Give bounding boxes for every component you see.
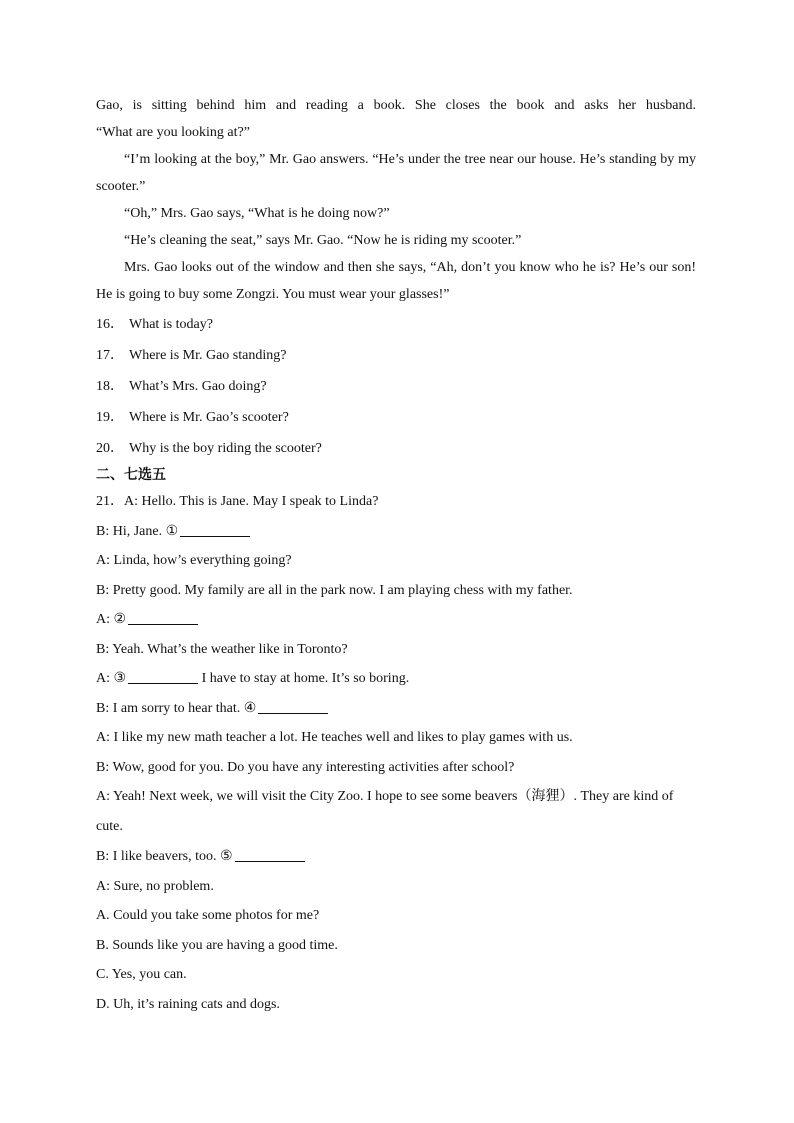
dialogue-line: B: Pretty good. My family are all in the park now. I am playing chess with my father. — [96, 582, 573, 598]
passage-paragraph: “I’m looking at the boy,” Mr. Gao answers. “He’s under the tree near our house. He’s standing by my scooter.” — [96, 152, 696, 194]
question-text: Why is the boy riding the scooter? — [129, 441, 322, 456]
question-item — [96, 309, 696, 340]
dialogue-line: A: Sure, no problem. — [96, 878, 214, 894]
question-number: 19． — [96, 410, 124, 425]
question-item — [96, 433, 696, 464]
question-text: What’s Mrs. Gao doing? — [129, 379, 267, 394]
question-item — [96, 340, 696, 371]
dialogue-line — [96, 605, 696, 635]
section-heading: 二、七选五 — [96, 467, 166, 483]
dialogue-line: A: Linda, how’s everything going? — [96, 553, 292, 568]
answer-blank[interactable] — [128, 608, 198, 625]
dialogue-line — [96, 517, 696, 547]
dialogue-text: A: ② — [96, 612, 127, 627]
passage-line: Gao, is sitting behind him and reading a book. She closes the book and asks her husband. — [96, 98, 696, 113]
answer-blank[interactable] — [258, 697, 328, 714]
dialogue-line: A: Yeah! Next week, we will visit the City Zoo. I hope to see some beavers（海狸）. They are kind of cute. — [96, 789, 674, 834]
passage-paragraph: Mrs. Gao looks out of the window and then she says, “Ah, don’t you know who he is? He’s our son! He is going to buy some Zongzi. You must wear your glasses!” — [96, 260, 696, 302]
dialogue-line — [96, 664, 696, 694]
question-text: What is today? — [129, 317, 213, 332]
dialogue — [96, 487, 696, 901]
question-number: 16． — [96, 317, 124, 332]
document-page — [96, 92, 696, 1019]
question-text: Where is Mr. Gao’s scooter? — [129, 410, 289, 425]
passage-paragraph: “Oh,” Mrs. Gao says, “What is he doing now?” — [124, 206, 390, 221]
answer-blank[interactable] — [128, 667, 198, 684]
question-number: 17． — [96, 348, 124, 363]
dialogue-line — [96, 694, 696, 724]
option-item: D. Uh, it’s raining cats and dogs. — [96, 996, 280, 1012]
question-number: 20． — [96, 441, 124, 456]
dialogue-line: B: Yeah. What’s the weather like in Toronto? — [96, 641, 348, 657]
option-item: C. Yes, you can. — [96, 967, 187, 982]
dialogue-text: A: ③ — [96, 671, 127, 686]
dialogue-line — [96, 842, 696, 872]
passage-paragraph: “He’s cleaning the seat,” says Mr. Gao. “Now he is riding my scooter.” — [124, 233, 522, 248]
question-item — [96, 402, 696, 433]
dialogue-text: B: I am sorry to hear that. ④ — [96, 700, 257, 716]
dialogue-text: B: I like beavers, too. ⑤ — [96, 849, 233, 864]
dialogue-line: A: I like my new math teacher a lot. He teaches well and likes to play games with us. — [96, 730, 573, 745]
question-item — [96, 371, 696, 402]
answer-blank[interactable] — [180, 520, 250, 537]
question-list — [96, 309, 696, 464]
passage-line: “What are you looking at?” — [96, 125, 250, 140]
dialogue-line: B: Wow, good for you. Do you have any interesting activities after school? — [96, 759, 515, 775]
option-item: B. Sounds like you are having a good time. — [96, 937, 338, 953]
question-number: 18． — [96, 379, 124, 394]
answer-blank[interactable] — [235, 845, 305, 862]
dialogue-line: 21．A: Hello. This is Jane. May I speak to Linda? — [96, 494, 379, 509]
dialogue-text: B: Hi, Jane. ① — [96, 523, 179, 539]
option-list — [96, 901, 696, 1019]
question-text: Where is Mr. Gao standing? — [129, 348, 287, 363]
option-item: A. Could you take some photos for me? — [96, 908, 320, 923]
dialogue-text: I have to stay at home. It’s so boring. — [198, 671, 410, 686]
